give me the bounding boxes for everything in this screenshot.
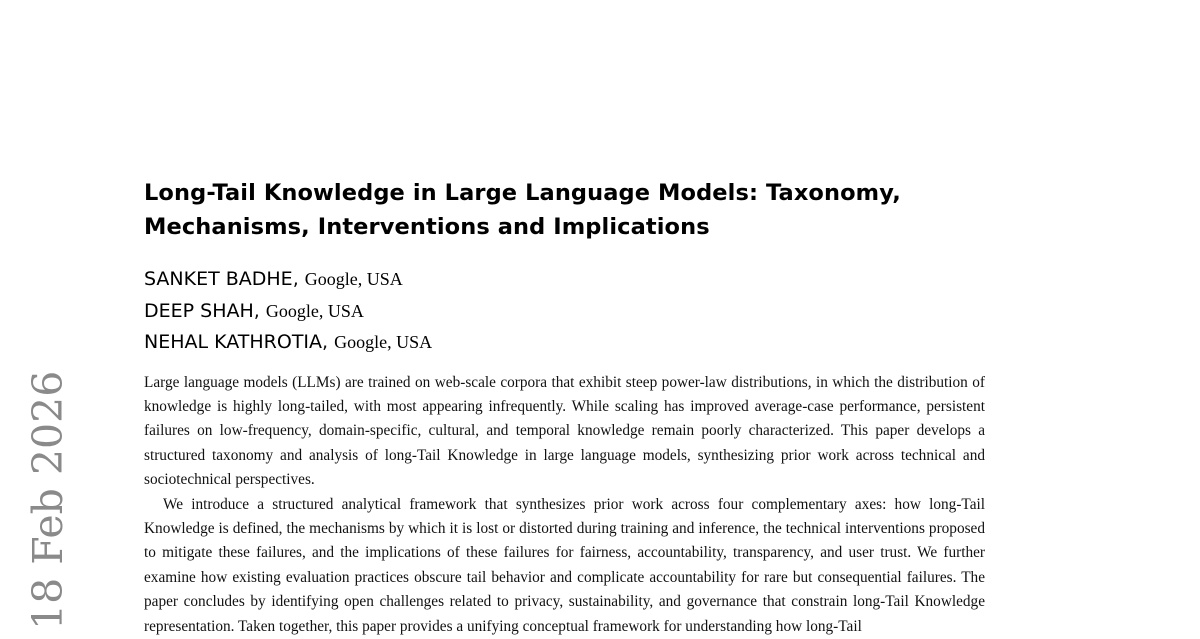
author-name: DEEP SHAH <box>144 299 254 322</box>
author-list <box>144 264 985 359</box>
abstract <box>144 371 985 639</box>
paper-page <box>144 176 985 639</box>
arxiv-date-stamp: 18 Feb 2026 <box>24 370 72 630</box>
author-affiliation: Google, USA <box>304 269 403 289</box>
abstract-paragraph-2: We introduce a structured analytical framework that synthesizes prior work across four complementary axes: how long-Tail Knowledge is defined, the mechanisms by which it is lost or distorted during training and inference, the technical interventions proposed to mitigate these failures, and the implications of these failures for fairness, accountability, transparency, and user trust. We further examine how existing evaluation practices obscure tail behavior and complicate accountability for rare but consequential failures. The paper concludes by identifying open challenges related to privacy, sustainability, and governance that constrain long-Tail Knowledge representation. Taken together, this paper provides a unifying conceptual framework for understanding how long-Tail <box>144 495 985 635</box>
author-name: SANKET BADHE <box>144 268 293 290</box>
author-affiliation: Google, USA <box>334 332 433 352</box>
author-line: SANKET BADHE, Google, USA <box>144 268 403 290</box>
author-line: DEEP SHAH, Google, USA <box>144 299 364 322</box>
author-line: NEHAL KATHROTIA, Google, USA <box>144 331 433 353</box>
author-name: NEHAL KATHROTIA <box>144 331 323 353</box>
abstract-paragraph-1: Large language models (LLMs) are trained on web-scale corpora that exhibit steep power-law distributions, in which the distribution of knowledge is highly long-tailed, with most appearing infrequently. While scaling has improved average-case performance, persistent failures on low-frequency, domain-specific, cultural, and temporal knowledge remain poorly characterized. This paper develops a structured taxonomy and analysis of long-Tail Knowledge in large language models, synthesizing prior work across technical and sociotechnical perspectives. <box>144 373 985 489</box>
paper-title: Long-Tail Knowledge in Large Language Models: Taxonomy, Mechanisms, Interventions and Implications <box>144 180 901 240</box>
author-affiliation: Google, USA <box>265 300 364 321</box>
